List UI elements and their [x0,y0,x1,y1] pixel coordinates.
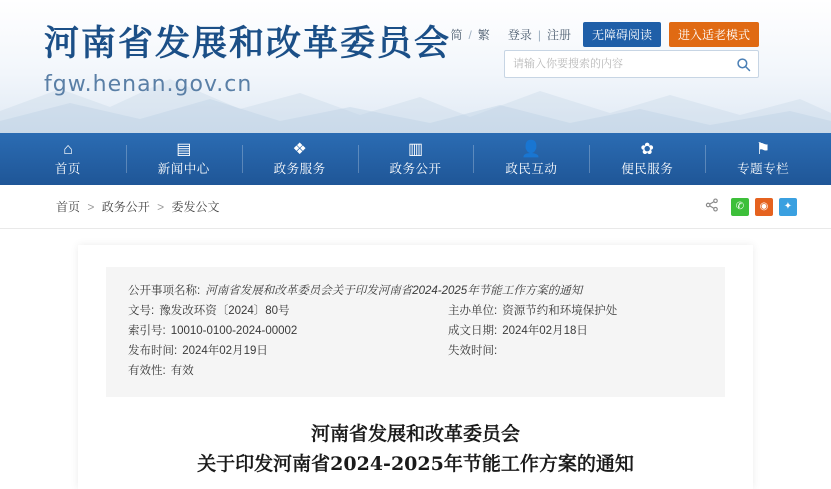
meta-cell [128,361,448,381]
meta-key: 成文日期: [448,325,498,337]
nav-item-convenience[interactable] [589,133,705,185]
meta-key: 索引号: [128,325,166,337]
meta-cell [128,341,448,361]
meta-value: 10010-0100-2024-00002 [170,325,298,337]
accessibility-button[interactable]: 无障碍阅读 [583,22,661,47]
site-brand[interactable] [44,22,451,97]
login-link[interactable]: 登录 [507,28,532,42]
user-icon: 👤 [521,140,542,158]
breadcrumb-item-disclosure[interactable]: 政务公开 [101,200,150,214]
nav-item-topics[interactable] [705,133,821,185]
meta-key: 公开事项名称: [128,285,201,297]
search-icon[interactable] [728,51,758,77]
nav-item-disclosure[interactable] [358,133,474,185]
lang-traditional-link[interactable]: 繁 [477,28,490,42]
nav-label: 政务服务 [273,161,326,176]
meta-value [497,341,502,361]
meta-value: 河南省发展和改革委员会关于印发河南省2024-2025年节能工作方案的通知 [205,285,583,297]
flag-icon: ⚑ [755,140,771,158]
meta-row [128,341,703,361]
content-area [0,229,831,489]
nav-item-services[interactable] [242,133,358,185]
home-icon: ⌂ [63,140,73,158]
meta-key: 失效时间: [448,345,498,357]
toolbar-divider: | [537,27,541,42]
breadcrumb [56,198,219,215]
meta-value: 豫发改环资〔2024〕80号 [159,305,290,317]
document-card [78,245,753,489]
meta-value: 2024年02月18日 [502,325,588,337]
share-qq-icon[interactable]: ✦ [779,198,797,216]
breadcrumb-separator: > [87,200,95,214]
nav-label: 首页 [54,161,81,176]
meta-value: 有效 [170,365,194,377]
meta-value: 资源节约和环境保护处 [502,305,618,317]
meta-cell [448,301,617,321]
meta-value: 2024年02月19日 [182,345,268,357]
meta-cell [128,321,448,341]
breadcrumb-item-home[interactable]: 首页 [56,200,81,214]
share-wechat-icon[interactable]: ✆ [731,198,749,216]
meta-row [128,361,703,381]
share-weibo-icon[interactable]: ◉ [755,198,773,216]
meta-row [128,281,703,301]
nav-label: 政务公开 [389,161,442,176]
meta-row [128,321,703,341]
meta-key: 文号: [128,305,155,317]
meta-cell [448,341,502,361]
document-title-line1: 河南省发展和改革委员会 [310,423,520,445]
document-meta-table [106,267,725,397]
register-link[interactable]: 注册 [546,28,571,42]
nav-item-news[interactable] [126,133,242,185]
nav-label: 政民互动 [505,161,558,176]
site-domain: fgw.henan.gov.cn [44,72,253,97]
main-nav [0,133,831,185]
lang-simplified-link[interactable]: 简 [450,28,463,42]
book-icon: ▥ [407,140,424,158]
breadcrumb-bar [0,185,831,229]
document-title-line2: 关于印发河南省2024-2025年节能工作方案的通知 [197,453,634,475]
share-icon[interactable] [705,198,719,215]
service-icon: ❖ [292,140,307,158]
lang-separator: / [468,27,472,42]
meta-cell [448,321,588,341]
share-group [705,198,797,216]
nav-item-home[interactable] [10,133,126,185]
header-toolbar [446,22,759,47]
meta-key: 发布时间: [128,345,178,357]
elder-mode-button[interactable]: 进入适老模式 [669,22,759,47]
document-title [106,419,725,479]
meta-cell [128,281,582,301]
meta-key: 主办单位: [448,305,498,317]
nav-item-interaction[interactable] [473,133,589,185]
meta-key: 有效性: [128,365,166,377]
news-icon: ▤ [176,140,192,158]
breadcrumb-separator: > [157,200,165,214]
breadcrumb-item-documents[interactable]: 委发公文 [171,200,220,214]
site-header [0,0,831,133]
meta-cell [128,301,448,321]
nav-label: 新闻中心 [157,161,210,176]
nav-label: 专题专栏 [737,161,790,176]
meta-row [128,301,703,321]
search-input[interactable] [505,51,728,77]
site-title: 河南省发展和改革委员会 [44,23,452,64]
heart-icon: ✿ [640,140,654,158]
search-box[interactable] [504,50,759,78]
nav-label: 便民服务 [621,161,674,176]
